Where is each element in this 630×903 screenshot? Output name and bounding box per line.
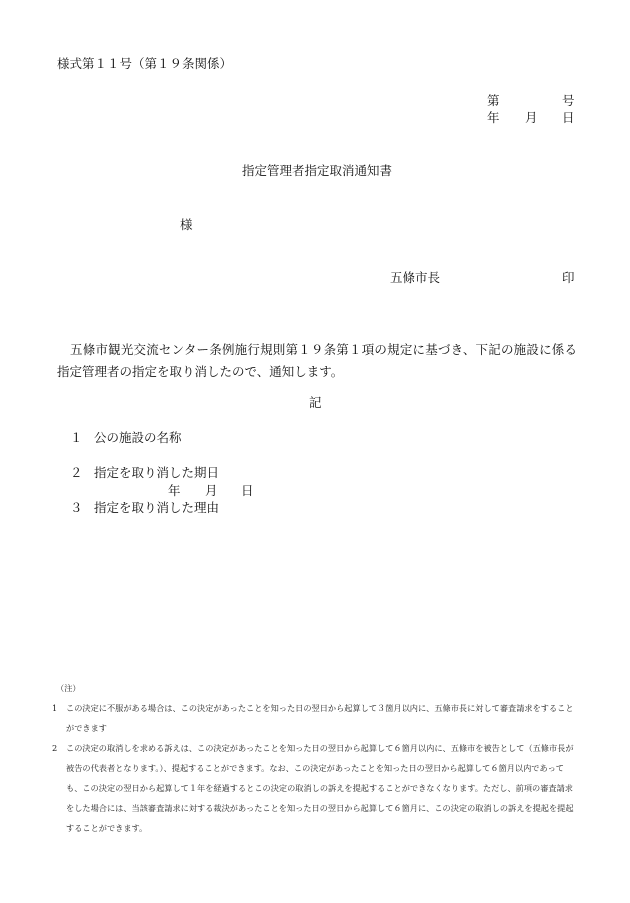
item-1-label: 公の施設の名称 [94, 430, 182, 445]
notes-heading: （注） [56, 683, 81, 693]
issue-date-month: 月 [525, 110, 538, 125]
seal-mark: 印 [562, 270, 575, 285]
document-title: 指定管理者指定取消通知書 [242, 163, 393, 178]
note-2 [52, 738, 580, 838]
item-2-date-month: 月 [205, 483, 218, 498]
note-1-number: 1 [52, 703, 58, 713]
body-paragraph: 五條市観光交流センター条例施行規則第１９条第１項の規定に基づき、下記の施設に係る指定管理者の指定を取り消したので、通知します。 [57, 342, 577, 379]
issue-date-year: 年 [487, 110, 500, 125]
note-1 [52, 698, 580, 738]
number-suffix: 号 [562, 93, 575, 108]
item-2-date-year: 年 [168, 483, 181, 498]
item-2-date-day: 日 [241, 483, 254, 498]
form-label: 様式第１１号（第１９条関係） [57, 56, 233, 71]
item-3-label: 指定を取り消した理由 [94, 500, 220, 515]
item-1-number: １ [70, 430, 83, 445]
item-2-label: 指定を取り消した期日 [94, 465, 220, 480]
issue-date-day: 日 [562, 110, 575, 125]
ki-heading: 記 [309, 395, 322, 410]
item-2-number: ２ [70, 465, 83, 480]
item-3-number: ３ [70, 500, 83, 515]
note-2-number: 2 [52, 743, 58, 753]
note-1-text: この決定に不服がある場合は、この決定があったことを知った日の翌日から起算して３箇月以内に、五條市長に対して審査請求をすることができます [66, 703, 574, 733]
note-2-text: この決定の取消しを求める訴えは、この決定があったことを知った日の翌日から起算して６箇月以内に、五條市を被告として（五條市長が被告の代表者となります。）、提起することができます。なお、この決定があったことを知った日の翌日から起算して６箇月以内であっても、この決定の翌日から起算して１年を経過するとこの決定の取消しの訴えを提起することができなくなります。ただし、前項の審査請求をした場合には、当該審査請求に対する裁決があったことを知った日の翌日から起算して６箇月に、この決定の取消しの訴えを提起を提起することができます。 [66, 743, 574, 833]
number-prefix: 第 [487, 93, 500, 108]
notes-section [52, 678, 580, 838]
addressee-suffix: 様 [180, 217, 193, 232]
sender-name: 五條市長 [390, 270, 441, 285]
